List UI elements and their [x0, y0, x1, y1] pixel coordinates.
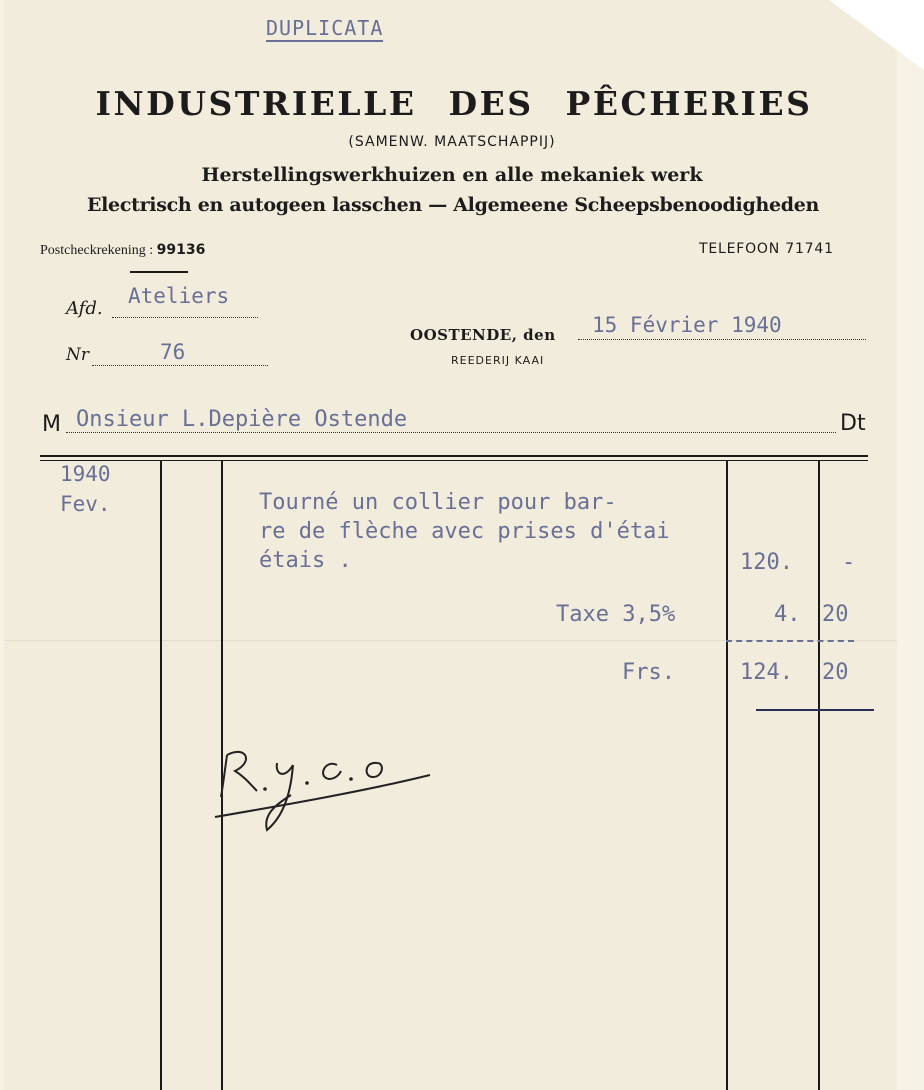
addressee-prefix: M — [42, 412, 61, 437]
column-divider-cents — [818, 460, 820, 1090]
duplicate-stamp: DUPLICATA — [266, 16, 384, 40]
telephone: TELEFOON 71741 — [699, 241, 834, 257]
tax-label: Taxe 3,5% — [556, 602, 676, 627]
address: REEDERIJ KAAI — [451, 354, 545, 367]
total-label: Frs. — [622, 660, 675, 685]
base-cents: - — [842, 550, 856, 575]
business-line-1: Herstellingswerkhuizen en alle mekaniek werk — [201, 164, 703, 186]
total-amount: 124. — [740, 660, 793, 685]
nr-value: 76 — [160, 340, 186, 364]
total-cents: 20 — [822, 660, 849, 685]
tax-amount: 4. — [774, 602, 801, 627]
afd-line — [112, 316, 258, 318]
invoice-month: Fev. — [60, 492, 111, 516]
city-label: OOSTENDE, den — [410, 326, 556, 344]
table-top-rule — [40, 455, 868, 457]
nr-label: Nr — [66, 345, 90, 365]
description-line-1: Tourné un collier pour bar- — [259, 490, 617, 515]
nr-line — [92, 364, 268, 366]
postcheck-number: 99136 — [156, 242, 206, 258]
total-underline — [756, 709, 874, 711]
date-line — [578, 338, 866, 340]
date-value: 15 Février 1940 — [592, 313, 782, 337]
invoice-year: 1940 — [60, 462, 111, 486]
table-top-rule-thin — [40, 460, 868, 461]
addressee-value: Onsieur L.Depière Ostende — [76, 407, 408, 432]
description-line-2: re de flèche avec prises d'étai — [259, 519, 670, 544]
afd-label: Afd. — [66, 298, 103, 319]
legal-form: (SAMENW. MAATSCHAPPIJ) — [348, 134, 556, 150]
subtotal-rule — [726, 640, 854, 642]
afd-value: Ateliers — [128, 284, 230, 308]
column-divider-date — [160, 460, 162, 1090]
dt-label: Dt — [840, 411, 866, 436]
tax-cents: 20 — [822, 602, 849, 627]
postcheck-label: Postcheckrekening : — [40, 243, 154, 258]
company-name: INDUSTRIELLE DES PÊCHERIES — [95, 84, 813, 123]
postcheck — [40, 242, 205, 259]
business-line-2: Electrisch en autogeen lasschen — Algemeene Scheepsbenoodigheden — [86, 194, 820, 216]
divider — [130, 271, 188, 273]
signature-mark — [205, 735, 445, 840]
folded-corner — [829, 0, 924, 70]
base-amount: 120. — [740, 550, 793, 575]
description-line-3: étais . — [259, 548, 352, 573]
column-divider-amount — [726, 460, 728, 1090]
